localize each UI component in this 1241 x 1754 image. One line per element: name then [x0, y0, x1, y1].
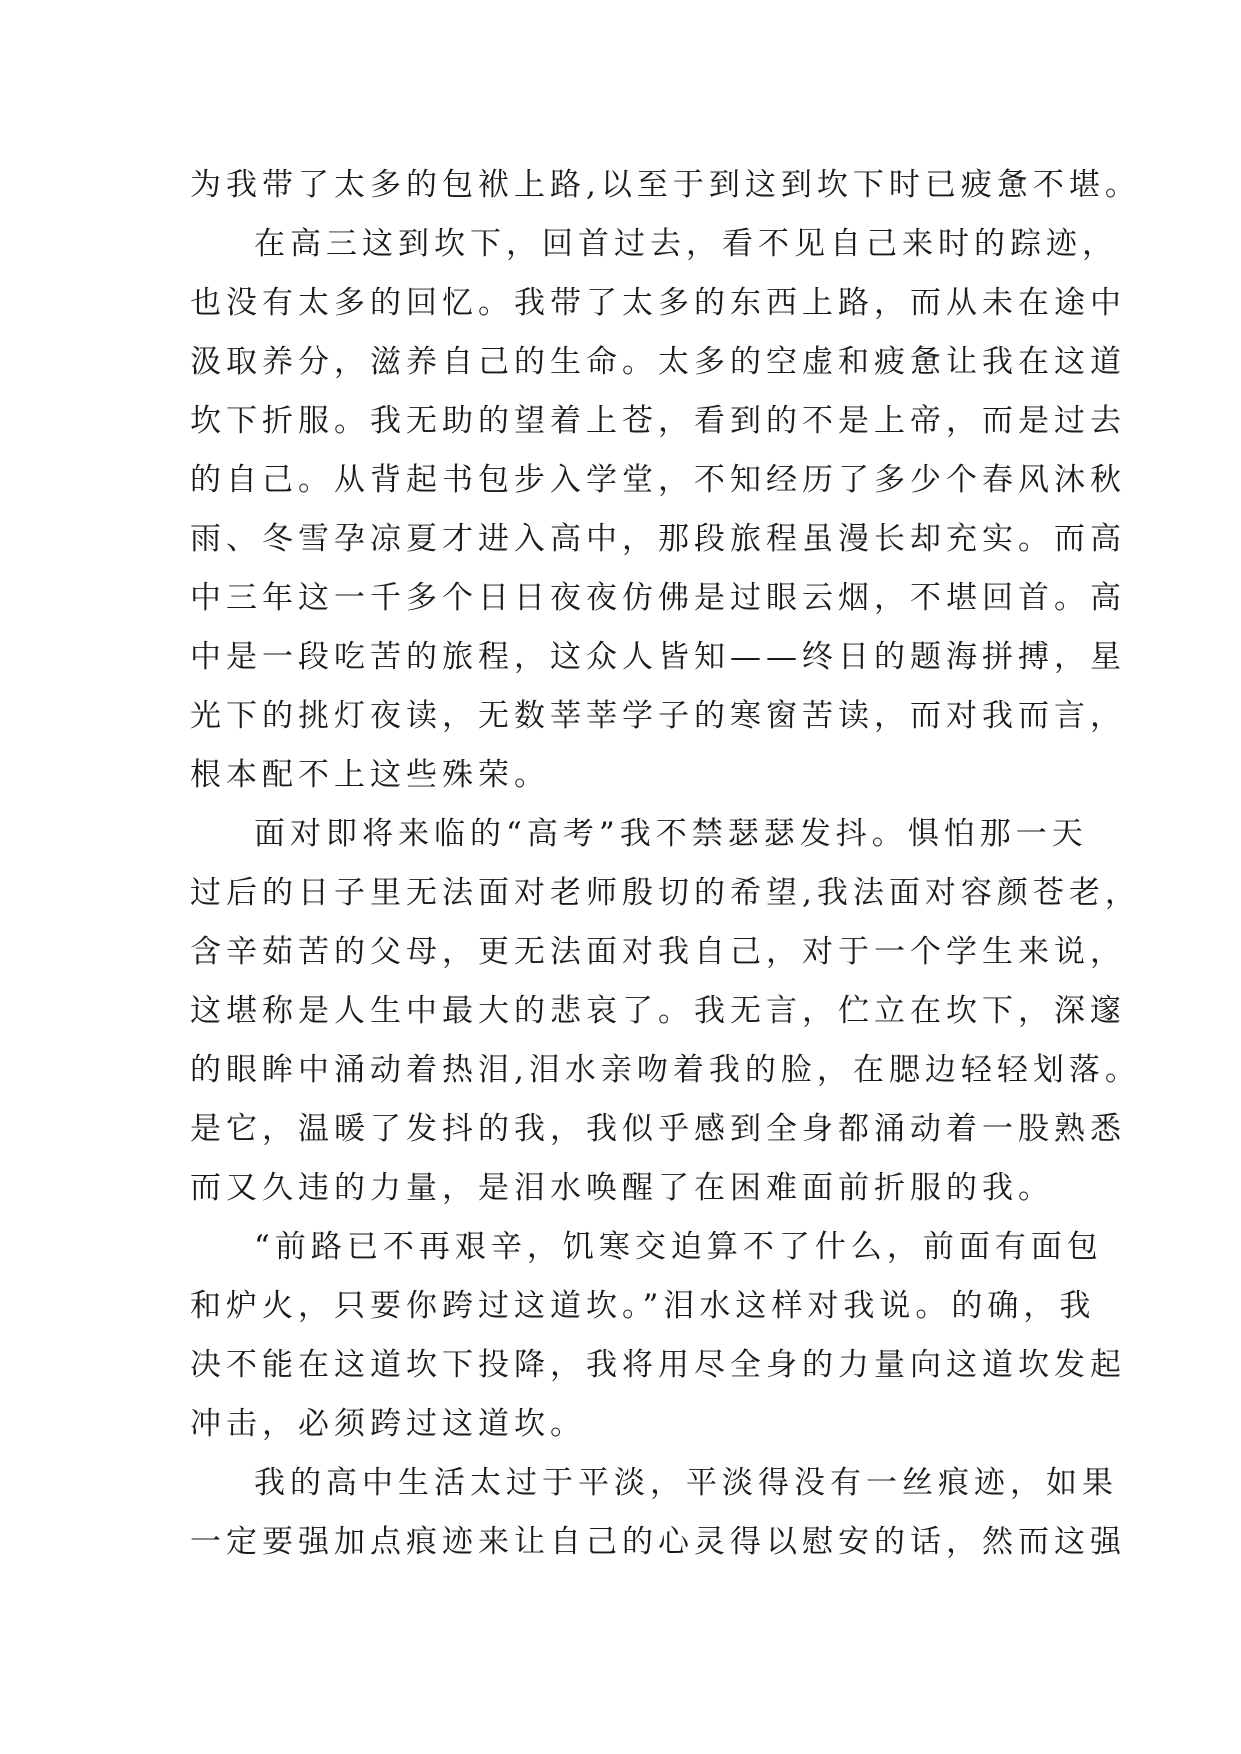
text-line: 为我带了太多的包袱上路,以至于到这到坎下时已疲惫不堪。: [190, 167, 1141, 203]
text-line: 汲取养分，滋养自己的生命。太多的空虚和疲惫让我在这道: [190, 344, 1126, 380]
text-line: 光下的挑灯夜读，无数莘莘学子的寒窗苦读，而对我而言，: [190, 698, 1126, 734]
text-line: 中三年这一千多个日日夜夜仿佛是过眼云烟，不堪回首。高: [190, 580, 1126, 616]
text-line: 中是一段吃苦的旅程，这众人皆知——终日的题海拼搏，星: [190, 639, 1126, 675]
text-line: 一定要强加点痕迹来让自己的心灵得以慰安的话，然而这强: [190, 1524, 1126, 1560]
text-line: 和炉火，只要你跨过这道坎。”泪水这样对我说。的确，我: [190, 1288, 1096, 1324]
text-line: 过后的日子里无法面对老师殷切的希望,我法面对容颜苍老，: [190, 875, 1141, 911]
text-line: 这堪称是人生中最大的悲哀了。我无言，伫立在坎下，深邃: [190, 993, 1126, 1029]
text-line: “前路已不再艰辛，饥寒交迫算不了什么，前面有面包: [254, 1229, 1103, 1265]
text-line: 坎下折服。我无助的望着上苍，看到的不是上帝，而是过去: [190, 403, 1126, 439]
text-line: 而又久违的力量，是泪水唤醒了在困难面前折服的我。: [190, 1170, 1054, 1206]
text-line: 面对即将来临的“高考”我不禁瑟瑟发抖。惧怕那一天: [254, 816, 1088, 852]
text-line: 是它，温暖了发抖的我，我似乎感到全身都涌动着一股熟悉: [190, 1111, 1126, 1147]
body-text: [190, 156, 1141, 1572]
text-line: 我的高中生活太过于平淡，平淡得没有一丝痕迹，如果: [254, 1465, 1118, 1501]
text-line: 的眼眸中涌动着热泪,泪水亲吻着我的脸，在腮边轻轻划落。: [190, 1052, 1141, 1088]
text-line: 含辛茹苦的父母，更无法面对我自己，对于一个学生来说，: [190, 934, 1126, 970]
text-line: 冲击，必须跨过这道坎。: [190, 1406, 586, 1442]
text-line: 雨、冬雪孕凉夏才进入高中，那段旅程虽漫长却充实。而高: [190, 521, 1126, 557]
text-line: 也没有太多的回忆。我带了太多的东西上路，而从未在途中: [190, 285, 1126, 321]
text-line: 决不能在这道坎下投降，我将用尽全身的力量向这道坎发起: [190, 1347, 1126, 1383]
text-line: 在高三这到坎下，回首过去，看不见自己来时的踪迹，: [254, 226, 1118, 262]
text-line: 的自己。从背起书包步入学堂，不知经历了多少个春风沐秋: [190, 462, 1126, 498]
text-line: 根本配不上这些殊荣。: [190, 757, 550, 793]
